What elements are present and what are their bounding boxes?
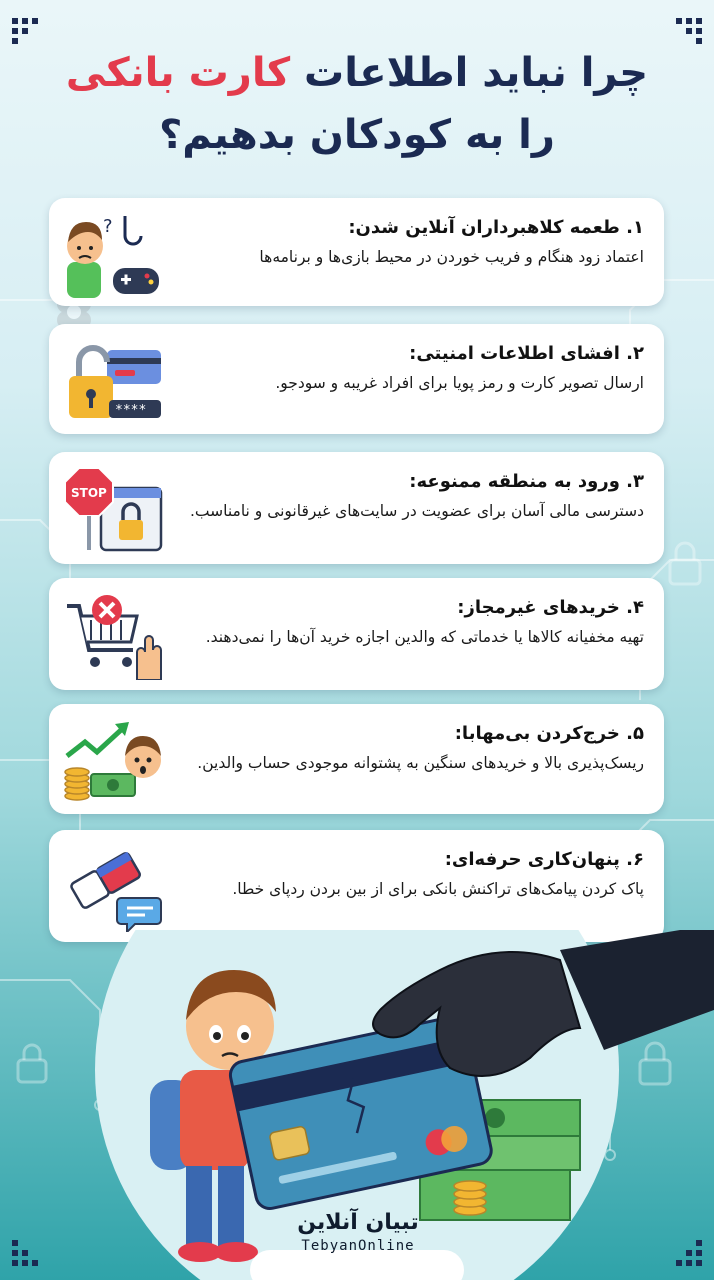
reason-text bbox=[174, 846, 644, 902]
reason-heading: ۶. پنهان‌کاری حرفه‌ای: bbox=[444, 849, 644, 870]
title-line-2: را به کودکان بدهیم؟ bbox=[159, 112, 555, 158]
reason-heading: ۳. ورود به منطقه ممنوعه: bbox=[409, 471, 644, 492]
reason-card-4 bbox=[49, 578, 664, 690]
reason-card-6 bbox=[49, 830, 664, 942]
reason-body: تهیه مخفیانه کالاها یا خدماتی که والدین اجازه خرید آن‌ها را نمی‌دهند. bbox=[205, 628, 644, 646]
boy-game-hook-icon bbox=[63, 210, 163, 300]
reason-heading: ۲. افشای اطلاعات امنیتی: bbox=[409, 343, 644, 364]
cart-hand-icon bbox=[63, 590, 163, 680]
reason-body: پاک کردن پیامک‌های تراکنش بانکی برای از بین بردن ردپای خطا. bbox=[232, 880, 644, 898]
corner-dots-icon bbox=[12, 18, 38, 44]
stop-sign-lock-icon bbox=[63, 464, 163, 554]
reason-body: اعتماد زود هنگام و فریب خوردن در محیط بازی‌ها و برنامه‌ها bbox=[259, 248, 644, 266]
reason-card-2 bbox=[49, 324, 664, 434]
svg-text:STOP: STOP bbox=[71, 486, 107, 500]
reason-text bbox=[174, 594, 644, 650]
title-accent: کارت بانکی bbox=[65, 50, 291, 96]
reason-body: ارسال تصویر کارت و رمز پویا برای افراد غریبه و سودجو. bbox=[275, 374, 644, 392]
reason-text bbox=[174, 340, 644, 396]
logo-fa-text: تبیان آنلاین bbox=[297, 1210, 419, 1235]
reason-heading: ۵. خرج‌کردن بی‌مهابا: bbox=[454, 723, 644, 744]
eraser-message-icon bbox=[63, 842, 163, 932]
reason-heading: ۱. طعمه کلاهبرداران آنلاین شدن: bbox=[348, 217, 644, 238]
svg-text:****: **** bbox=[115, 403, 147, 418]
reason-body: دسترسی مالی آسان برای عضویت در سایت‌های غیرقانونی و نامناسب. bbox=[189, 502, 644, 520]
reason-text bbox=[174, 720, 644, 776]
reason-card-5 bbox=[49, 704, 664, 814]
page-title bbox=[40, 42, 674, 166]
reason-body: ریسک‌پذیری بالا و خریدهای سنگین به پشتوانه موجودی حساب والدین. bbox=[197, 754, 644, 772]
padlock-card-icon bbox=[63, 336, 163, 426]
reason-card-3 bbox=[49, 452, 664, 564]
svg-text:?: ? bbox=[103, 216, 113, 237]
tebyan-logo bbox=[268, 1210, 448, 1256]
reason-heading: ۴. خریدهای غیرمجاز: bbox=[457, 597, 644, 618]
reason-card-1 bbox=[49, 198, 664, 306]
reason-text bbox=[174, 468, 644, 524]
title-line-1 bbox=[40, 42, 674, 104]
title-text: چرا نباید اطلاعات bbox=[304, 50, 649, 96]
logo-en-text: TebyanOnline bbox=[301, 1238, 415, 1254]
money-growth-icon bbox=[63, 716, 163, 806]
corner-dots-icon bbox=[676, 18, 702, 44]
reason-text bbox=[174, 214, 644, 270]
